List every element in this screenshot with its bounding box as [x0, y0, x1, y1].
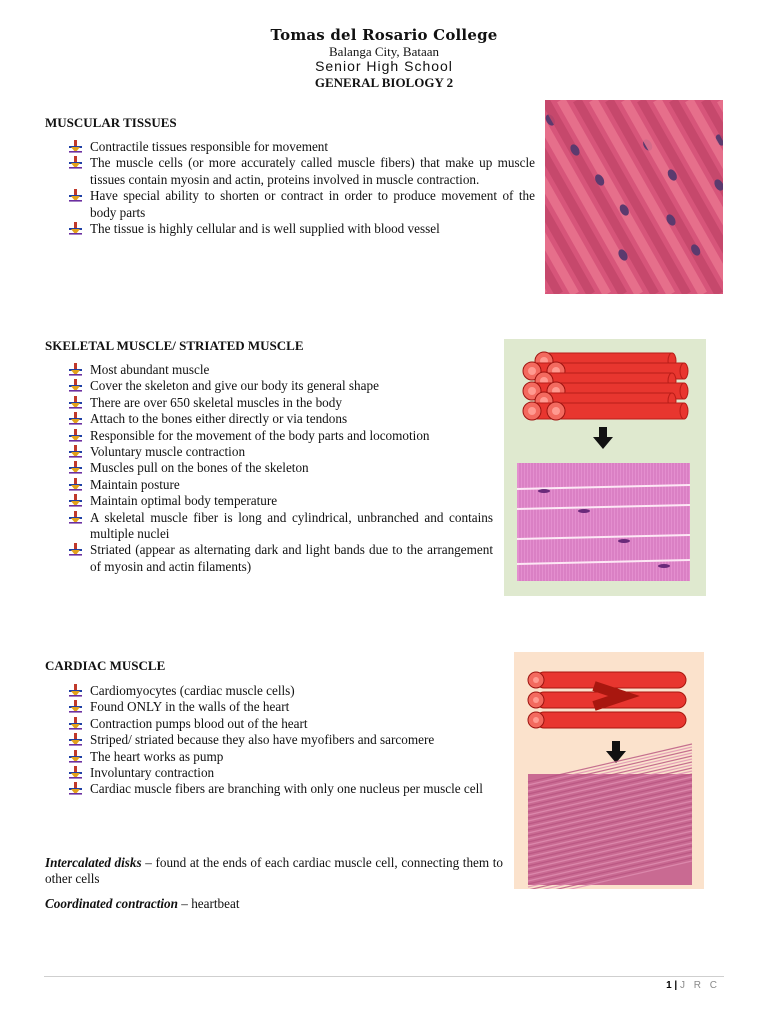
list-item-text: Most abundant muscle	[90, 362, 210, 377]
bullet-arrow-icon	[69, 412, 82, 425]
bullet-arrow-icon	[69, 363, 82, 376]
bullet-arrow-icon	[69, 511, 82, 524]
skeletal-muscle-item	[45, 444, 493, 460]
bullet-arrow-icon	[69, 189, 82, 202]
school-name: Tomas del Rosario College	[270, 26, 498, 44]
cardiac-muscle-figure	[514, 652, 704, 889]
list-item-text: Contraction pumps blood out of the heart	[90, 715, 308, 731]
bullet-arrow-icon	[69, 733, 82, 746]
skeletal-muscle-item	[45, 378, 493, 394]
bullet-arrow-icon	[69, 379, 82, 392]
skeletal-muscle-item	[45, 428, 493, 444]
coordinated-contraction-term: Coordinated contraction	[45, 896, 178, 911]
school-city: Balanga City, Bataan	[329, 44, 439, 59]
skeletal-fiber-bundle	[523, 352, 688, 420]
school-level: Senior High School	[315, 58, 453, 74]
cardiac-muscle-item	[45, 749, 503, 765]
list-item-text: Striped/ striated because they also have myofibers and sarcomere	[90, 732, 435, 748]
coordinated-contraction-note	[45, 896, 503, 912]
footer-separator: |	[671, 980, 680, 991]
bullet-arrow-icon	[69, 543, 82, 556]
muscular-tissue-item	[45, 188, 535, 221]
skeletal-muscle-heading: SKELETAL MUSCLE/ STRIATED MUSCLE	[45, 338, 304, 353]
coordinated-contraction-text: – heartbeat	[178, 896, 240, 911]
list-item-text: The heart works as pump	[90, 748, 224, 764]
list-item-text: The tissue is highly cellular and is well supplied with blood vessel	[90, 221, 440, 237]
skeletal-muscle-item	[45, 362, 493, 378]
author-initials: J R C	[680, 980, 720, 991]
skeletal-muscle-figure	[504, 339, 706, 596]
cardiac-muscle-item	[45, 716, 503, 732]
list-item-text: Involuntary contraction	[90, 765, 215, 781]
muscle-tissue-micrograph	[545, 100, 723, 294]
cardiac-fiber-bundle	[528, 672, 686, 728]
footer-divider	[44, 976, 724, 977]
cardiac-muscle-item	[45, 781, 503, 797]
list-item-text: Cover the skeleton and give our body its general shape	[90, 378, 379, 394]
down-arrow-icon	[593, 427, 613, 449]
list-item-text: Have special ability to shorten or contract in order to produce movement of the body parts	[90, 188, 535, 220]
skeletal-muscle-item	[45, 411, 493, 427]
list-item-text: Cardiomyocytes (cardiac muscle cells)	[90, 683, 295, 698]
cardiac-muscle-heading: CARDIAC MUSCLE	[45, 658, 166, 673]
skeletal-muscle-item	[45, 510, 493, 543]
intercalated-disks-term: Intercalated disks	[45, 855, 142, 870]
intercalated-disks-text: – found at the ends of each cardiac muscle cell, connecting them to other cells	[45, 855, 504, 887]
bullet-arrow-icon	[69, 766, 82, 779]
bullet-arrow-icon	[69, 700, 82, 713]
list-item-text: Attach to the bones either directly or via tendons	[90, 411, 348, 427]
list-item-text: Voluntary muscle contraction	[90, 444, 246, 460]
subject-title: GENERAL BIOLOGY 2	[314, 75, 454, 90]
bullet-arrow-icon	[69, 684, 82, 697]
bullet-arrow-icon	[69, 494, 82, 507]
list-item-text: Maintain optimal body temperature	[90, 493, 278, 509]
page-footer	[666, 980, 720, 991]
bullet-arrow-icon	[69, 222, 82, 235]
list-item-text: Found ONLY in the walls of the heart	[90, 699, 290, 715]
cardiac-muscle-item	[45, 732, 503, 748]
bullet-arrow-icon	[69, 750, 82, 763]
muscular-tissue-item	[45, 155, 535, 188]
skeletal-muscle-item	[45, 542, 493, 575]
bullet-arrow-icon	[69, 140, 82, 153]
skeletal-muscle-list	[45, 362, 493, 575]
page-number: 1	[666, 980, 672, 991]
list-item-text: Contractile tissues responsible for movement	[90, 139, 329, 154]
skeletal-muscle-item	[45, 395, 493, 411]
list-item-text: Responsible for the movement of the body parts and locomotion	[90, 427, 430, 443]
bullet-arrow-icon	[69, 717, 82, 730]
list-item-text: There are over 650 skeletal muscles in the body	[90, 394, 342, 410]
bullet-arrow-icon	[69, 782, 82, 795]
bullet-arrow-icon	[69, 396, 82, 409]
skeletal-muscle-item	[45, 460, 493, 476]
list-item-text: A skeletal muscle fiber is long and cylindrical, unbranched and contains multiple nuclei	[90, 509, 493, 542]
list-item-text: Maintain posture	[90, 476, 180, 492]
bullet-arrow-icon	[69, 156, 82, 169]
bullet-arrow-icon	[69, 429, 82, 442]
list-item-text: The muscle cells (or more accurately called muscle fibers) that make up muscle tissues contain myosin and actin, proteins involved in muscle contraction.	[90, 155, 535, 187]
bullet-arrow-icon	[69, 445, 82, 458]
cardiac-muscle-list	[45, 683, 503, 798]
list-item-text: Striated (appear as alternating dark and light bands due to the arrangement of myosin and actin filaments)	[90, 542, 493, 574]
muscular-tissues-list	[45, 139, 535, 237]
skeletal-muscle-item	[45, 493, 493, 509]
bullet-arrow-icon	[69, 461, 82, 474]
skeletal-muscle-item	[45, 477, 493, 493]
cardiac-muscle-item	[45, 699, 503, 715]
intercalated-disks-note	[45, 855, 503, 888]
bullet-arrow-icon	[69, 478, 82, 491]
cardiac-muscle-item	[45, 683, 503, 699]
muscular-tissue-item	[45, 139, 535, 155]
cardiac-muscle-item	[45, 765, 503, 781]
muscular-tissues-heading: MUSCULAR TISSUES	[45, 115, 177, 130]
list-item-text: Muscles pull on the bones of the skeleton	[90, 460, 309, 476]
muscular-tissue-item	[45, 221, 535, 237]
list-item-text: Cardiac muscle fibers are branching with only one nucleus per muscle cell	[90, 781, 483, 797]
